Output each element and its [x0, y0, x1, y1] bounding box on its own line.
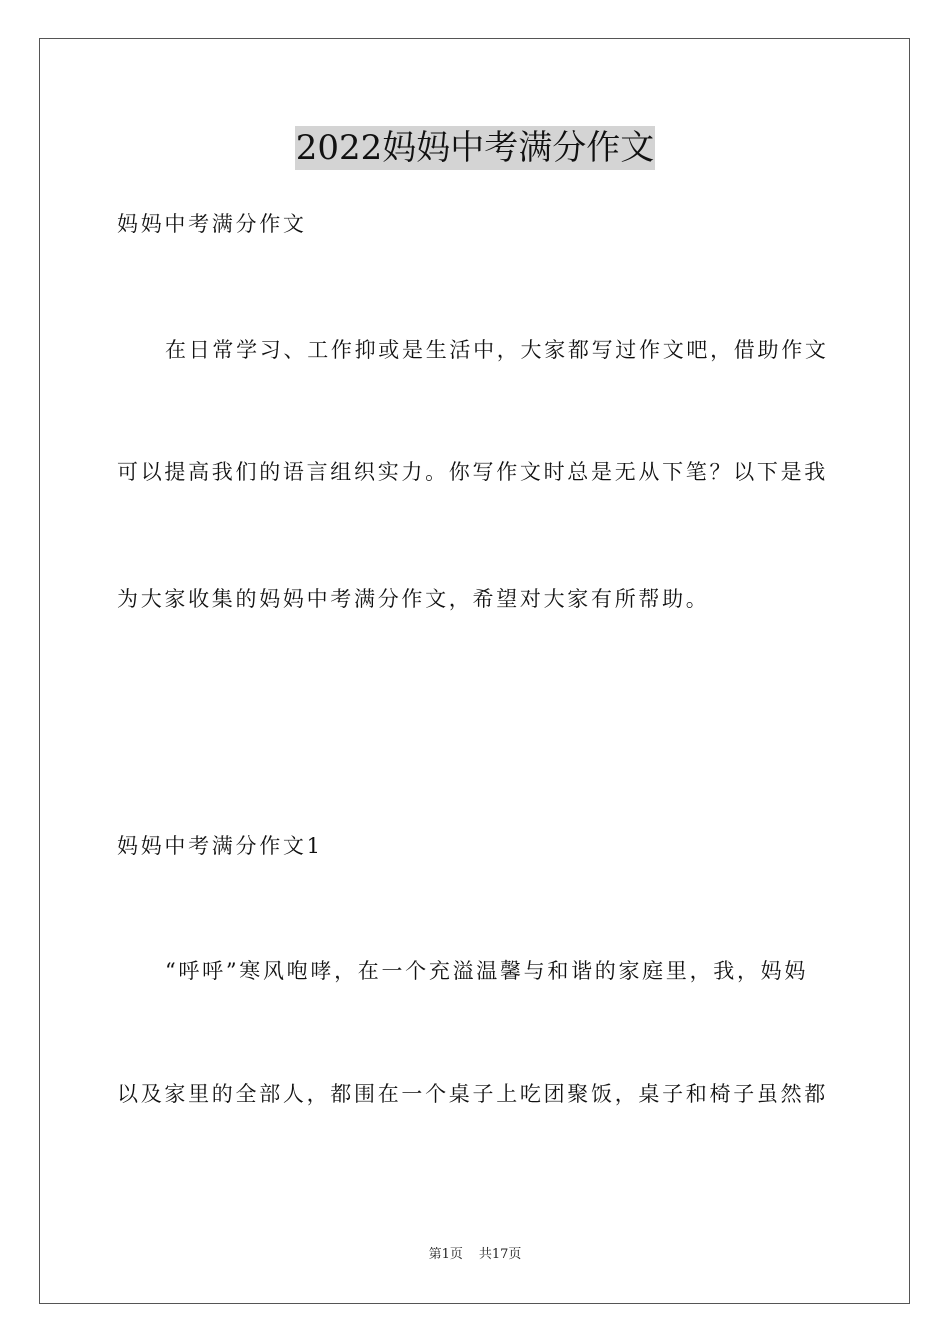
page-number: 第1页: [428, 1247, 463, 1262]
document-title: [0, 126, 950, 170]
paragraph-line: 为大家收集的妈妈中考满分作文，希望对大家有所帮助。: [117, 587, 710, 611]
section-heading: 妈妈中考满分作文1: [117, 834, 323, 858]
subtitle-line: 妈妈中考满分作文: [117, 212, 307, 236]
paragraph-line: 可以提高我们的语言组织实力。你写作文时总是无从下笔？以下是我: [117, 460, 828, 484]
paragraph-line: 在日常学习、工作抑或是生活中，大家都写过作文吧，借助作文: [165, 338, 829, 362]
paragraph-line: “呼呼”寒风咆哮，在一个充溢温馨与和谐的家庭里，我，妈妈: [165, 959, 809, 983]
page-total: 共17页: [478, 1247, 522, 1262]
document-title-text: 2022妈妈中考满分作文: [295, 128, 655, 168]
page-footer: [0, 1246, 950, 1264]
paragraph-line: 以及家里的全部人，都围在一个桌子上吃团聚饭，桌子和椅子虽然都: [117, 1082, 828, 1106]
